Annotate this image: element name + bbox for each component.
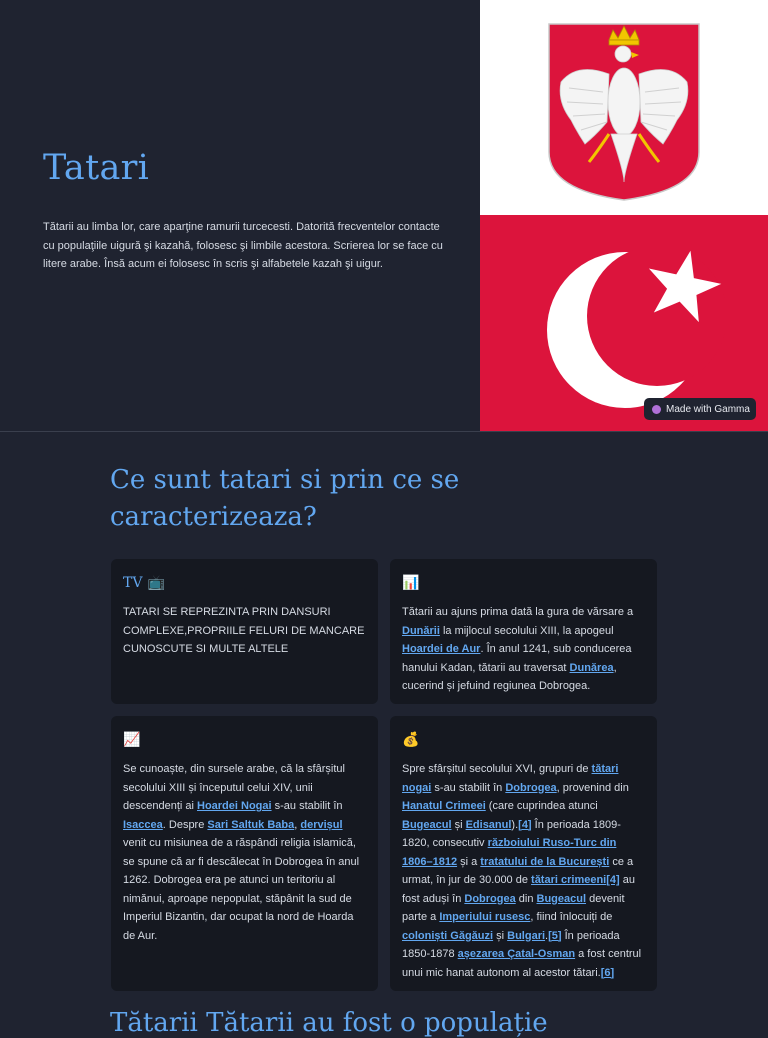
card-body: Se cunoaște, din sursele arabe, că la sfârșitul secolului XIII și începutul celui XIV, unii descendenți ai Hoardei Nogai s-au stabilit în Isaccea. Despre Sari Saltuk Baba, dervișul venit cu misiunea de a răspândi religia islamică, se spune că ar fi descălecat în Dobrogea în anul 1262. Dobrogea era pe atunci un teritoriu al nimănui, aproape nepopulat, stăpânit la sud de Imperiul Bizantin, dar ocupat la nord de Hoarda de Aur. <box>123 763 360 942</box>
card-link[interactable]: Hoardei Nogai <box>197 800 272 812</box>
card-link[interactable]: războiului Ruso-Turc din 1806–1812 <box>402 837 617 868</box>
card-heading <box>402 573 645 593</box>
card-heading <box>402 730 645 750</box>
card-link[interactable]: tratatului de la București <box>480 855 610 868</box>
card-link[interactable]: Bulgari <box>507 929 546 942</box>
slide-divider <box>0 431 768 432</box>
card-link[interactable]: Dobrogea <box>505 781 557 794</box>
next-section-title: Tătarii Tătarii au fost o populație <box>110 1008 548 1038</box>
card-heading-label: TV <box>123 575 143 591</box>
hero-text-block <box>43 148 443 274</box>
card-body: TATARI SE REPREZINTA PRIN DANSURI COMPLEXE,PROPRIILE FELURI DE MANCARE CUNOSCUTE SI MULTE ALTELE <box>123 606 365 655</box>
info-card <box>390 559 657 704</box>
gamma-logo-icon <box>652 405 661 414</box>
card-link[interactable]: Dunării <box>402 624 440 637</box>
card-link[interactable]: [4] <box>606 874 620 886</box>
card-link[interactable]: Bugeacul <box>536 892 587 905</box>
card-link[interactable]: tătari crimeeni <box>531 874 607 886</box>
card-body: Spre sfârșitul secolului XVI, grupuri de tătari nogai s-au stabilit în Dobrogea, provenind din Hanatul Crimeei (care cuprindea atunci Bugeacul și Edisanul).[4] În perioada 1809-1820, consecutiv războiului Ruso-Turc din 1806–1812 și a tratatului de la București ce a urmat, în jur de 30.000 de tătari crimeeni[4] au fost aduși în Dobrogea din Bugeacul devenit parte a Imperiului rusesc, fiind înlocuiți de coloniști Găgăuzi și Bulgari.[5] În perioada 1850-1878 așezarea Çatal-Osman a fost centrul unui mic hanat autonom al acestor tătari.[6] <box>402 763 642 979</box>
section-header <box>110 462 658 536</box>
card-link[interactable]: Dunărea <box>569 661 614 674</box>
made-with-gamma-badge[interactable] <box>644 398 756 420</box>
section-title: Ce sunt tatari si prin ce se caracterizeaza? <box>110 465 460 532</box>
card-body: Tătarii au ajuns prima dată la gura de vărsare a Dunării la mijlocul secolului XIII, la apogeul Hoardei de Aur. În anul 1241, sub conducerea hanului Kadan, tătarii au traversat Dunărea, cucerind și jefuind regiunea Dobrogea. <box>402 606 634 692</box>
card-link[interactable]: Isaccea <box>123 818 163 831</box>
trending-up-icon: 📈 <box>123 732 141 748</box>
card-link[interactable]: Imperiului rusesc <box>439 911 531 923</box>
card-link[interactable]: Edisanul <box>465 818 512 831</box>
info-card <box>111 716 378 991</box>
hero-paragraph: Tătarii au limba lor, care aparţine ramurii turcecesti. Datorită frecventelor contacte cu populaţiile uigură şi kazahă, folosesc şi limbile acestora. Scrierea lor se face cu litere arabe. Însă acum ei folosesc în scris şi alfabetele kazah şi uigur. <box>43 221 443 270</box>
card-link[interactable]: Hanatul Crimeei <box>402 800 486 812</box>
card-link[interactable]: așezarea Çatal-Osman <box>457 948 576 960</box>
crescent-and-star-icon <box>535 250 725 410</box>
card-link[interactable]: [5] <box>548 929 562 942</box>
card-link[interactable]: Hoardei de Aur <box>402 643 481 655</box>
white-eagle-coat-of-arms-icon <box>547 22 701 202</box>
card-heading <box>123 730 366 750</box>
tv-icon: 📺 <box>147 575 165 591</box>
card-link[interactable]: Sari Saltuk Baba <box>207 818 295 831</box>
card-link[interactable]: [6] <box>600 966 615 979</box>
card-link[interactable]: dervișul <box>300 818 343 831</box>
card-link[interactable]: tătari nogai <box>402 763 619 794</box>
money-bag-icon: 💰 <box>402 732 420 748</box>
badge-label: Made with Gamma <box>666 403 750 415</box>
info-card <box>111 559 378 704</box>
page-title: Tatari <box>43 148 150 188</box>
card-link[interactable]: Bugeacul <box>402 818 452 831</box>
card-link[interactable]: coloniști Găgăuzi <box>402 929 494 942</box>
bar-chart-icon: 📊 <box>402 575 420 591</box>
hero-slide <box>0 0 768 431</box>
card-heading <box>123 573 366 593</box>
card-link[interactable]: [4] <box>518 818 532 831</box>
info-card <box>390 716 657 991</box>
flag-image <box>480 0 768 431</box>
card-link[interactable]: Dobrogea <box>464 892 516 905</box>
